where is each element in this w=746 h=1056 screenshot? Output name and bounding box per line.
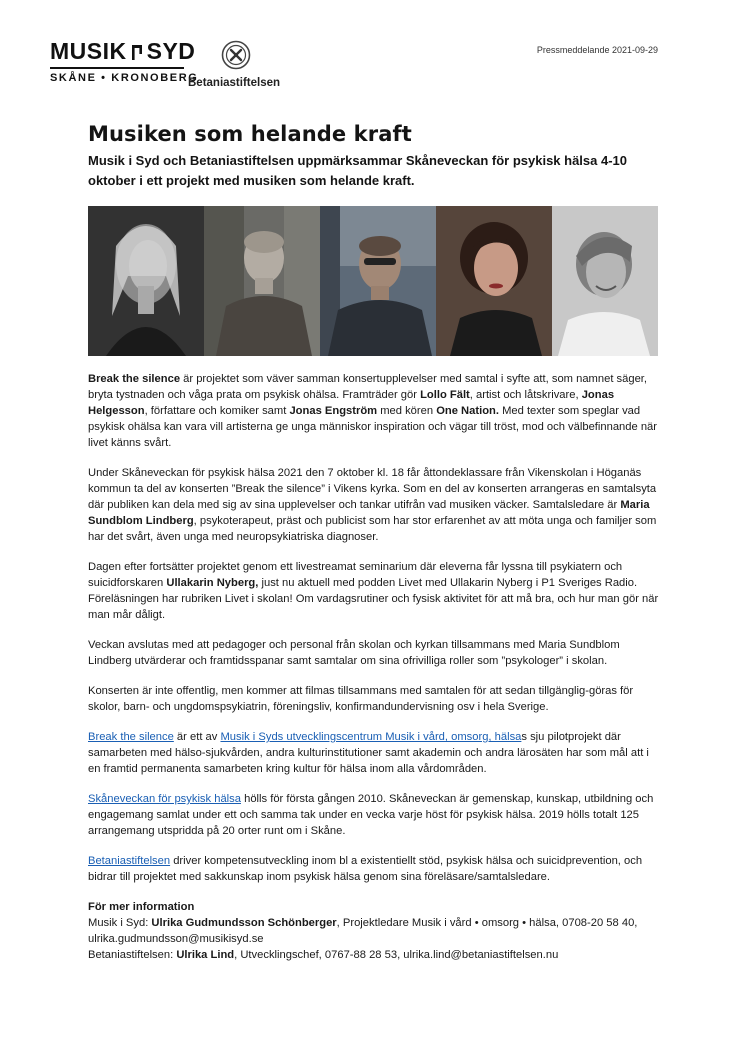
paragraph-skaneveckan-concert: [88, 465, 660, 545]
paragraph-skaneveckan-info: [88, 791, 660, 839]
paragraph-week-end: Veckan avslutas med att pedagoger och personal från skolan och kyrkan tillsammans med Maria Sundblom Lindberg utvärderar och framtidsspanar samt samtalar om sina ofrivilliga roller som ”psykologer” i skolan.: [88, 639, 620, 667]
text: , psykoterapeut, präst och publicist som har stor erfarenhet av att möta unga och familjer som har det svårt, även unga med neuropsykiatriska diagnoser.: [88, 515, 657, 543]
portrait-1: [88, 206, 204, 356]
text: , författare och komiker samt: [144, 405, 290, 417]
bold-term: Lollo Fält: [420, 389, 470, 401]
paragraph-filming: Konserten är inte offentlig, men kommer att filmas tillsammans med samtalen för att sedan tillgänglig-göras för skolor, barn- och ungdomspsykiatrin, föreningsliv, konfirmandundervisning osv i hela Sverige.: [88, 685, 634, 713]
press-release-date: Pressmeddelande 2021-09-29: [536, 45, 658, 55]
link-break-the-silence[interactable]: Break the silence: [88, 731, 174, 743]
portrait-3: [320, 206, 436, 356]
text: Betaniastiftelsen:: [88, 949, 177, 961]
logo-syd-text: SYD: [146, 38, 196, 64]
paragraph-seminar: [88, 559, 660, 623]
text: Under Skåneveckan för psykisk hälsa 2021 den 7 oktober kl. 18 får åttondeklassare från Vikenskolan i Höganäs kommun ta del av konserten ”Break the silence” i Vikens kyrka. Som en del av konserten arrangeras en samtalsyta där publiken kan dela med sig av sina upplevelser och tankar utifrån vad musiken väcker. Samtalsledare är: [88, 467, 657, 511]
betaniastiftelsen-logo: [188, 38, 288, 94]
contact-line-musik-i-syd: [88, 915, 660, 931]
text: med kören: [377, 405, 437, 417]
paragraph-pilot-projects: [88, 729, 660, 777]
text: är ett av: [173, 731, 221, 743]
text: hölls för första gången 2010. Skåneveckan är gemenskap, kunskap, utbildning och engagemang samlat under ett och samma tak under en vecka varje höst för psykisk hälsa. 2019 hölls totalt 125 arrangemang utspridda på 20 orter runt om i Skåne.: [88, 793, 654, 837]
bold-term: Ullakarin Nyberg,: [166, 577, 259, 589]
portrait-4: [436, 206, 552, 356]
bold-term: Jonas Engström: [289, 405, 378, 417]
contact-heading: För mer information: [88, 901, 195, 913]
text: Dagen efter fortsätter projektet genom ett livestreamat seminarium där eleverna får lyssna till psykiatern och suicidforskaren: [88, 561, 623, 589]
text: s sju pilotprojekt där samarbeten med hälso-sjukvården, andra kulturinstitutioner samt akademin och andra lärosäten har som mål att i en framtid permanenta samarbeten kring kultur för hälsa inom alla vårdområden.: [88, 731, 649, 775]
logo-divider: [50, 67, 184, 69]
betania-logo-text: Betaniastiftelsen: [188, 77, 281, 89]
text: är projektet som väver samman konsertupplevelser med samtal i syfte att, som namnet säger, bryta tystnaden och våga prata om psykisk ohälsa. Framträder gör: [88, 373, 648, 401]
paragraph-betaniastiftelsen: [88, 853, 660, 885]
portrait-2: [204, 206, 320, 356]
text: , Utvecklingschef, 0767-88 28 53, ulrika.lind@betaniastiftelsen.nu: [234, 949, 559, 961]
text: , artist och låtskrivare,: [469, 389, 582, 401]
bold-term: Jonas Helgesson: [88, 389, 615, 417]
text: , Projektledare Musik i vård • omsorg • hälsa, 0708-20 58 40,: [336, 917, 638, 929]
link-utvecklingscentrum[interactable]: Musik i Syds utvecklingscentrum Musik i vård, omsorg, hälsa: [220, 731, 522, 743]
paragraph-break-the-silence: [88, 371, 660, 451]
text: just nu aktuell med podden Livet med Ullakarin Nyberg i P1 Sveriges Radio. Föreläsningen har rubriken Livet i skolan! Om vardagsrutiner och fysisk aktivitet för att må bra, och hur man gör när man mår dåligt.: [88, 577, 659, 621]
contact-email-musik-i-syd: ulrika.gudmundsson@musikisyd.se: [88, 933, 264, 945]
music-note-icon: [130, 41, 144, 61]
bold-term: Maria Sundblom Lindberg: [88, 499, 650, 527]
betania-emblem-icon: [221, 40, 251, 70]
article-body: [88, 371, 660, 963]
bold-term: Break the silence: [88, 373, 181, 385]
page-title: Musiken som helande kraft: [88, 122, 412, 146]
bold-term: One Nation.: [436, 405, 499, 417]
page-subtitle: Musik i Syd och Betaniastiftelsen uppmärksammar Skåneveckan för psykisk hälsa 4-10 oktober i ett projekt med musiken som helande kraft.: [88, 153, 628, 188]
logo-region-text: SKÅNE • KRONOBERG: [50, 72, 199, 84]
portrait-strip: [88, 206, 658, 356]
text: driver kompetensutveckling inom bl a existentiellt stöd, psykisk hälsa och suicidprevention, och bidrar till projektet med sakkunskap inom psykisk hälsa genom sina föreläsare/samtalsledare.: [88, 855, 643, 883]
contact-line-betania: [88, 947, 660, 963]
logo-musik-text: MUSIK: [50, 38, 127, 64]
contact-name: Ulrika Gudmundsson Schönberger: [151, 917, 337, 929]
portrait-5: [552, 206, 658, 356]
musik-i-syd-logo: [50, 38, 199, 92]
text: Musik i Syd:: [88, 917, 152, 929]
contact-name: Ulrika Lind: [176, 949, 235, 961]
link-skaneveckan[interactable]: Skåneveckan för psykisk hälsa: [88, 793, 241, 805]
link-betaniastiftelsen[interactable]: Betaniastiftelsen: [88, 855, 171, 867]
contact-info: [88, 899, 660, 963]
text: Med texter som speglar vad psykisk ohälsa kan vara vill artisterna ge unga människor inspiration och vägar till tröst, mod och välbefinnande när livet känns svårt.: [88, 405, 657, 449]
